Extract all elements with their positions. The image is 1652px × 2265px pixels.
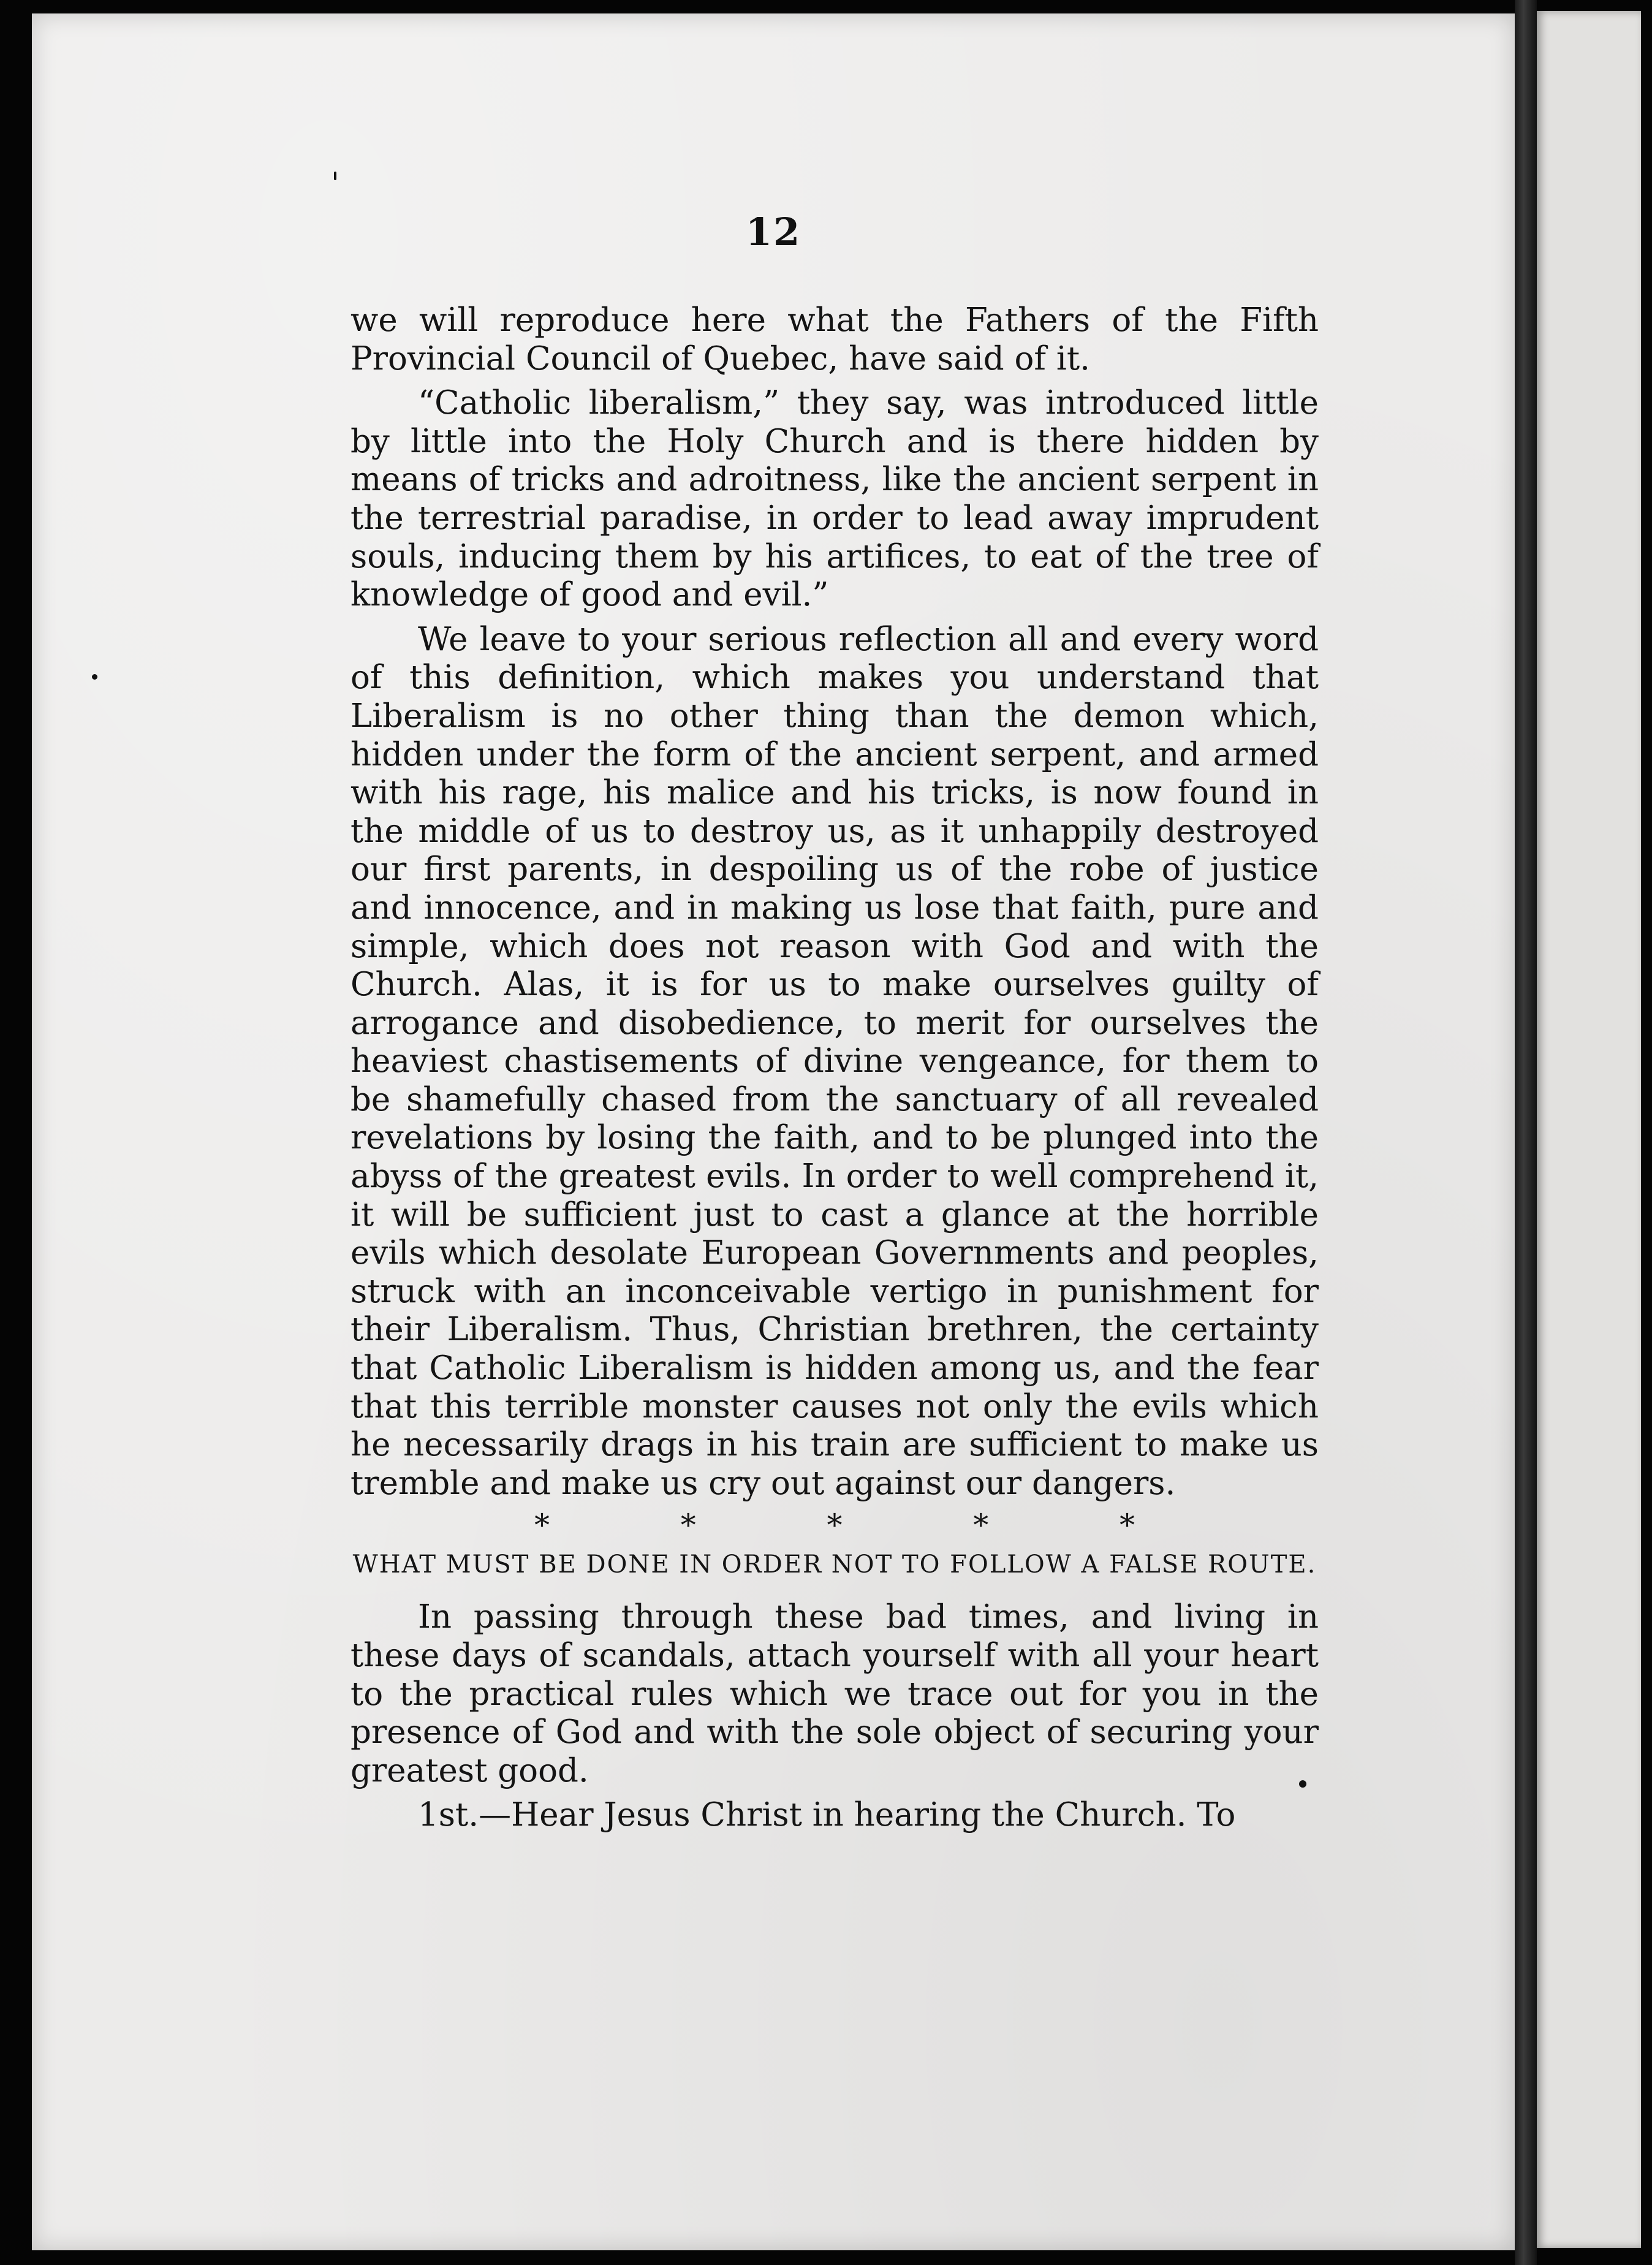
paragraph-first-rule: 1st.—Hear Jesus Christ in hearing the Church. To [418,1796,1236,1834]
binding-edge [1515,0,1537,2265]
speck [1299,1780,1306,1788]
paragraph-quote: “Catholic liberalism,” they say, was introduced little by little into the Holy Church and is there hidden by means of tricks and adroitness, like the ancient serpent in the terrestrial paradise, in order to lead away imprudent souls, inducing them by his artifices, to eat of the tree of knowledge of good and evil.” [350,384,1319,614]
paragraph-practical-rules: In passing through these bad times, and living in these days of scandals, attach yourself with all your heart to the practical rules which we trace out for you in the presence of God and with the sole object of securing your greatest good. [350,1598,1319,1789]
asterisk: * [680,1508,696,1544]
asterisk: * [827,1508,843,1544]
page-number: 12 [745,210,801,254]
speck [334,172,336,180]
asterisk: * [973,1508,989,1544]
paragraph-continuation: we will reproduce here what the Fathers of the Fifth Provincial Council of Quebec, have said of it. [350,302,1319,378]
asterisk: * [534,1508,550,1544]
speck [92,674,97,680]
section-heading [350,1549,1319,1580]
paragraph-reflection: We leave to your serious reflection all and every word of this definition, which makes you understand that Liberalism is no other thing than the demon which, hidden under the form of the ancient serpent, and armed with his rage, his malice and his tricks, is now found in the middle of us to destroy us, as it unhappily destroyed our first parents, in despoiling us of the robe of justice and innocence, and in making us lose that faith, pure and simple, which does not reason with God and with the Church. Alas, it is for us to make ourselves guilty of arrogance and disobedience, to merit for ourselves the heaviest chastisements of divine vengeance, for them to be shamefully chased from the sanctuary of all revealed revelations by losing the faith, and to be plunged into the abyss of the greatest evils. In order to well comprehend it, it will be sufficient just to cast a glance at the horrible evils which desolate European Governments and peoples, struck with an inconceivable vertigo in punishment for their Liberalism. Thus, Christian brethren, the certainty that Catholic Liberalism is hidden among us, and the fear that this terrible monster causes not only the evils which he necessarily drags in his train are sufficient to make us tremble and make us cry out against our dangers. [350,620,1319,1502]
section-heading-text: WHAT MUST BE DONE IN ORDER NOT TO FOLLOW A FALSE ROUTE. [352,1550,1317,1579]
adjacent-page-edge [1537,11,1641,2248]
body-text [350,302,1319,1841]
section-separator [350,1509,1319,1542]
document-page [32,13,1515,2250]
asterisk: * [1120,1508,1135,1544]
